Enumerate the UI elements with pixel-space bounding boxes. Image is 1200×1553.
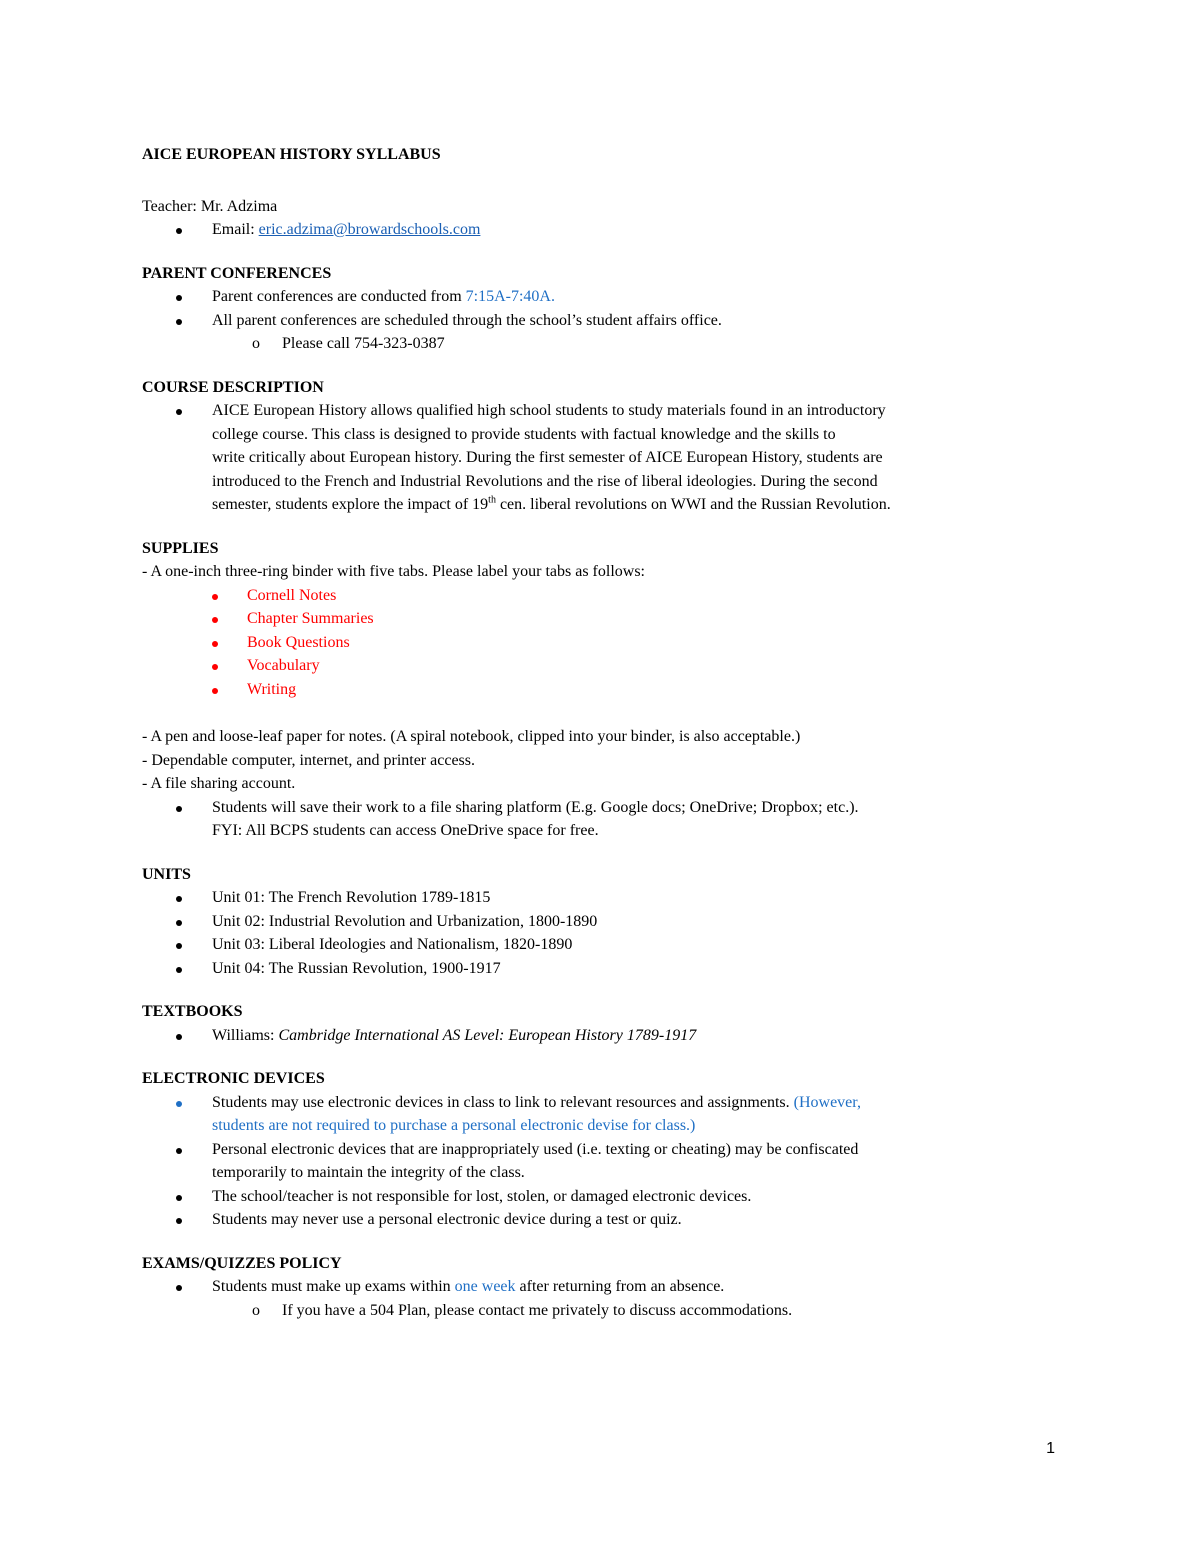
bullet-icon xyxy=(176,319,182,325)
tab-item xyxy=(142,631,1062,655)
bullet-icon xyxy=(176,1034,182,1040)
tab-label: Book Questions xyxy=(247,633,350,651)
devices-note: students are not required to purchase a personal electronic devise for class.) xyxy=(212,1117,696,1134)
unit-label: Unit 03: Liberal Ideologies and Nationalism, 1820-1890 xyxy=(212,936,573,953)
bullet-icon xyxy=(176,1195,182,1201)
list-item xyxy=(142,1208,1062,1232)
devices-text: Students may never use a personal electronic device during a test or quiz. xyxy=(212,1211,682,1228)
account-list xyxy=(142,796,1062,843)
sub-list-item xyxy=(142,332,1062,356)
phone-text: Please call 754-323-0387 xyxy=(282,335,445,352)
sub-bullet-icon: o xyxy=(252,1301,260,1319)
list-item xyxy=(142,309,1062,333)
unit-item xyxy=(142,933,1062,957)
devices-text: The school/teacher is not responsible for lost, stolen, or damaged electronic devices. xyxy=(212,1187,752,1205)
textbooks-heading: TEXTBOOKS xyxy=(142,1003,243,1020)
description-line: semester, students explore the impact of 19 xyxy=(212,496,489,513)
textbook-author: Williams: xyxy=(212,1026,279,1044)
bullet-icon xyxy=(176,1218,182,1224)
course-description-heading: COURSE DESCRIPTION xyxy=(142,378,324,396)
bullet-icon xyxy=(176,1101,182,1107)
exams-heading: EXAMS/QUIZZES POLICY xyxy=(142,1254,342,1272)
bullet-icon xyxy=(212,688,218,694)
devices-text: temporarily to maintain the integrity of the class. xyxy=(212,1164,525,1181)
parent-conferences-heading: PARENT CONFERENCES xyxy=(142,264,332,282)
bullet-icon xyxy=(176,228,182,234)
tab-item xyxy=(142,678,1062,702)
list-item xyxy=(142,399,1062,517)
description-line: AICE European History allows qualified high school students to study materials found in an introductory xyxy=(212,402,886,419)
supplies-heading: SUPPLIES xyxy=(142,539,219,557)
electronic-devices-heading: ELECTRONIC DEVICES xyxy=(142,1070,325,1087)
account-line: - A file sharing account. xyxy=(142,775,296,792)
unit-item xyxy=(142,957,1062,981)
bullet-icon xyxy=(176,1285,182,1291)
textbooks-list xyxy=(142,1024,1062,1048)
unit-label: Unit 04: The Russian Revolution, 1900-1917 xyxy=(212,959,501,977)
conference-scheduling-text: All parent conferences are scheduled through the school’s student affairs office. xyxy=(212,311,722,329)
tab-label: Writing xyxy=(247,680,297,698)
pen-line: - A pen and loose-leaf paper for notes. (A spiral notebook, clipped into your binder, is also acceptable.) xyxy=(142,728,801,745)
unit-label: Unit 02: Industrial Revolution and Urbanization, 1800-1890 xyxy=(212,912,598,930)
exams-deadline: one week xyxy=(454,1278,516,1295)
list-item xyxy=(142,1185,1062,1209)
tab-item xyxy=(142,654,1062,678)
binder-tabs-list xyxy=(142,584,1062,702)
list-item xyxy=(142,1275,1062,1299)
unit-label: Unit 01: The French Revolution 1789-1815 xyxy=(212,889,491,906)
account-text: FYI: All BCPS students can access OneDrive space for free. xyxy=(212,822,599,839)
list-item xyxy=(142,1138,1062,1185)
unit-item xyxy=(142,910,1062,934)
conference-hours-text: Parent conferences are conducted from xyxy=(212,288,466,305)
description-line: cen. liberal revolutions on WWI and the Russian Revolution. xyxy=(495,496,891,513)
description-line: write critically about European history. During the first semester of AICE European History, students are xyxy=(212,449,883,466)
list-item xyxy=(142,1024,1062,1048)
tab-label: Cornell Notes xyxy=(247,586,337,604)
bullet-icon xyxy=(212,664,218,670)
unit-item xyxy=(142,886,1062,910)
list-item xyxy=(142,796,1062,843)
email-link[interactable]: eric.adzima@browardschools.com xyxy=(258,221,481,238)
units-heading: UNITS xyxy=(142,865,191,883)
tab-item xyxy=(142,607,1062,631)
syllabus-content xyxy=(142,143,1062,1322)
electronic-devices-list xyxy=(142,1091,1062,1232)
parent-conferences-list xyxy=(142,285,1062,356)
bullet-icon xyxy=(176,409,182,415)
description-line: college course. This class is designed to provide students with factual knowledge and the skills to xyxy=(212,425,836,443)
bullet-icon xyxy=(176,1148,182,1154)
document-title: AICE EUROPEAN HISTORY SYLLABUS xyxy=(142,146,441,163)
teacher-line: Teacher: Mr. Adzima xyxy=(142,197,278,215)
teacher-list xyxy=(142,218,1062,242)
exams-text: Students must make up exams within xyxy=(212,1278,455,1295)
bullet-icon xyxy=(176,943,182,949)
devices-note: (However, xyxy=(793,1093,861,1111)
bullet-icon xyxy=(176,967,182,973)
tab-label: Chapter Summaries xyxy=(247,610,374,627)
email-label: Email: xyxy=(212,221,259,238)
email-item xyxy=(142,218,1062,242)
accommodations-text: If you have a 504 Plan, please contact me privately to discuss accommodations. xyxy=(282,1301,793,1319)
list-item xyxy=(142,285,1062,309)
units-list xyxy=(142,886,1062,980)
computer-line: - Dependable computer, internet, and printer access. xyxy=(142,751,475,769)
devices-text: Personal electronic devices that are inappropriately used (i.e. texting or cheating) may be confiscated xyxy=(212,1140,859,1158)
page-number: 1 xyxy=(1046,1440,1055,1457)
description-line: introduced to the French and Industrial Revolutions and the rise of liberal ideologies. During the second xyxy=(212,472,878,490)
bullet-icon xyxy=(212,641,218,647)
bullet-icon xyxy=(176,920,182,926)
bullet-icon xyxy=(176,295,182,301)
binder-line: - A one-inch three-ring binder with five tabs. Please label your tabs as follows: xyxy=(142,563,645,580)
devices-text: Students may use electronic devices in class to link to relevant resources and assignments. xyxy=(212,1093,794,1111)
account-text: Students will save their work to a file sharing platform (E.g. Google docs; OneDrive; Dropbox; etc.). xyxy=(212,798,859,816)
bullet-icon xyxy=(176,806,182,812)
exams-list xyxy=(142,1275,1062,1322)
superscript: th xyxy=(488,494,496,506)
list-item xyxy=(142,1091,1062,1138)
tab-label: Vocabulary xyxy=(247,657,320,674)
exams-text: after returning from an absence. xyxy=(515,1278,725,1295)
bullet-icon xyxy=(212,617,218,623)
tab-item xyxy=(142,584,1062,608)
course-description-list xyxy=(142,399,1062,517)
bullet-icon xyxy=(176,896,182,902)
bullet-icon xyxy=(212,594,218,600)
sub-bullet-icon: o xyxy=(252,335,260,352)
conference-hours-time: 7:15A-7:40A. xyxy=(465,288,555,305)
sub-list-item xyxy=(142,1299,1062,1323)
textbook-title: Cambridge International AS Level: European History 1789-1917 xyxy=(278,1026,697,1044)
